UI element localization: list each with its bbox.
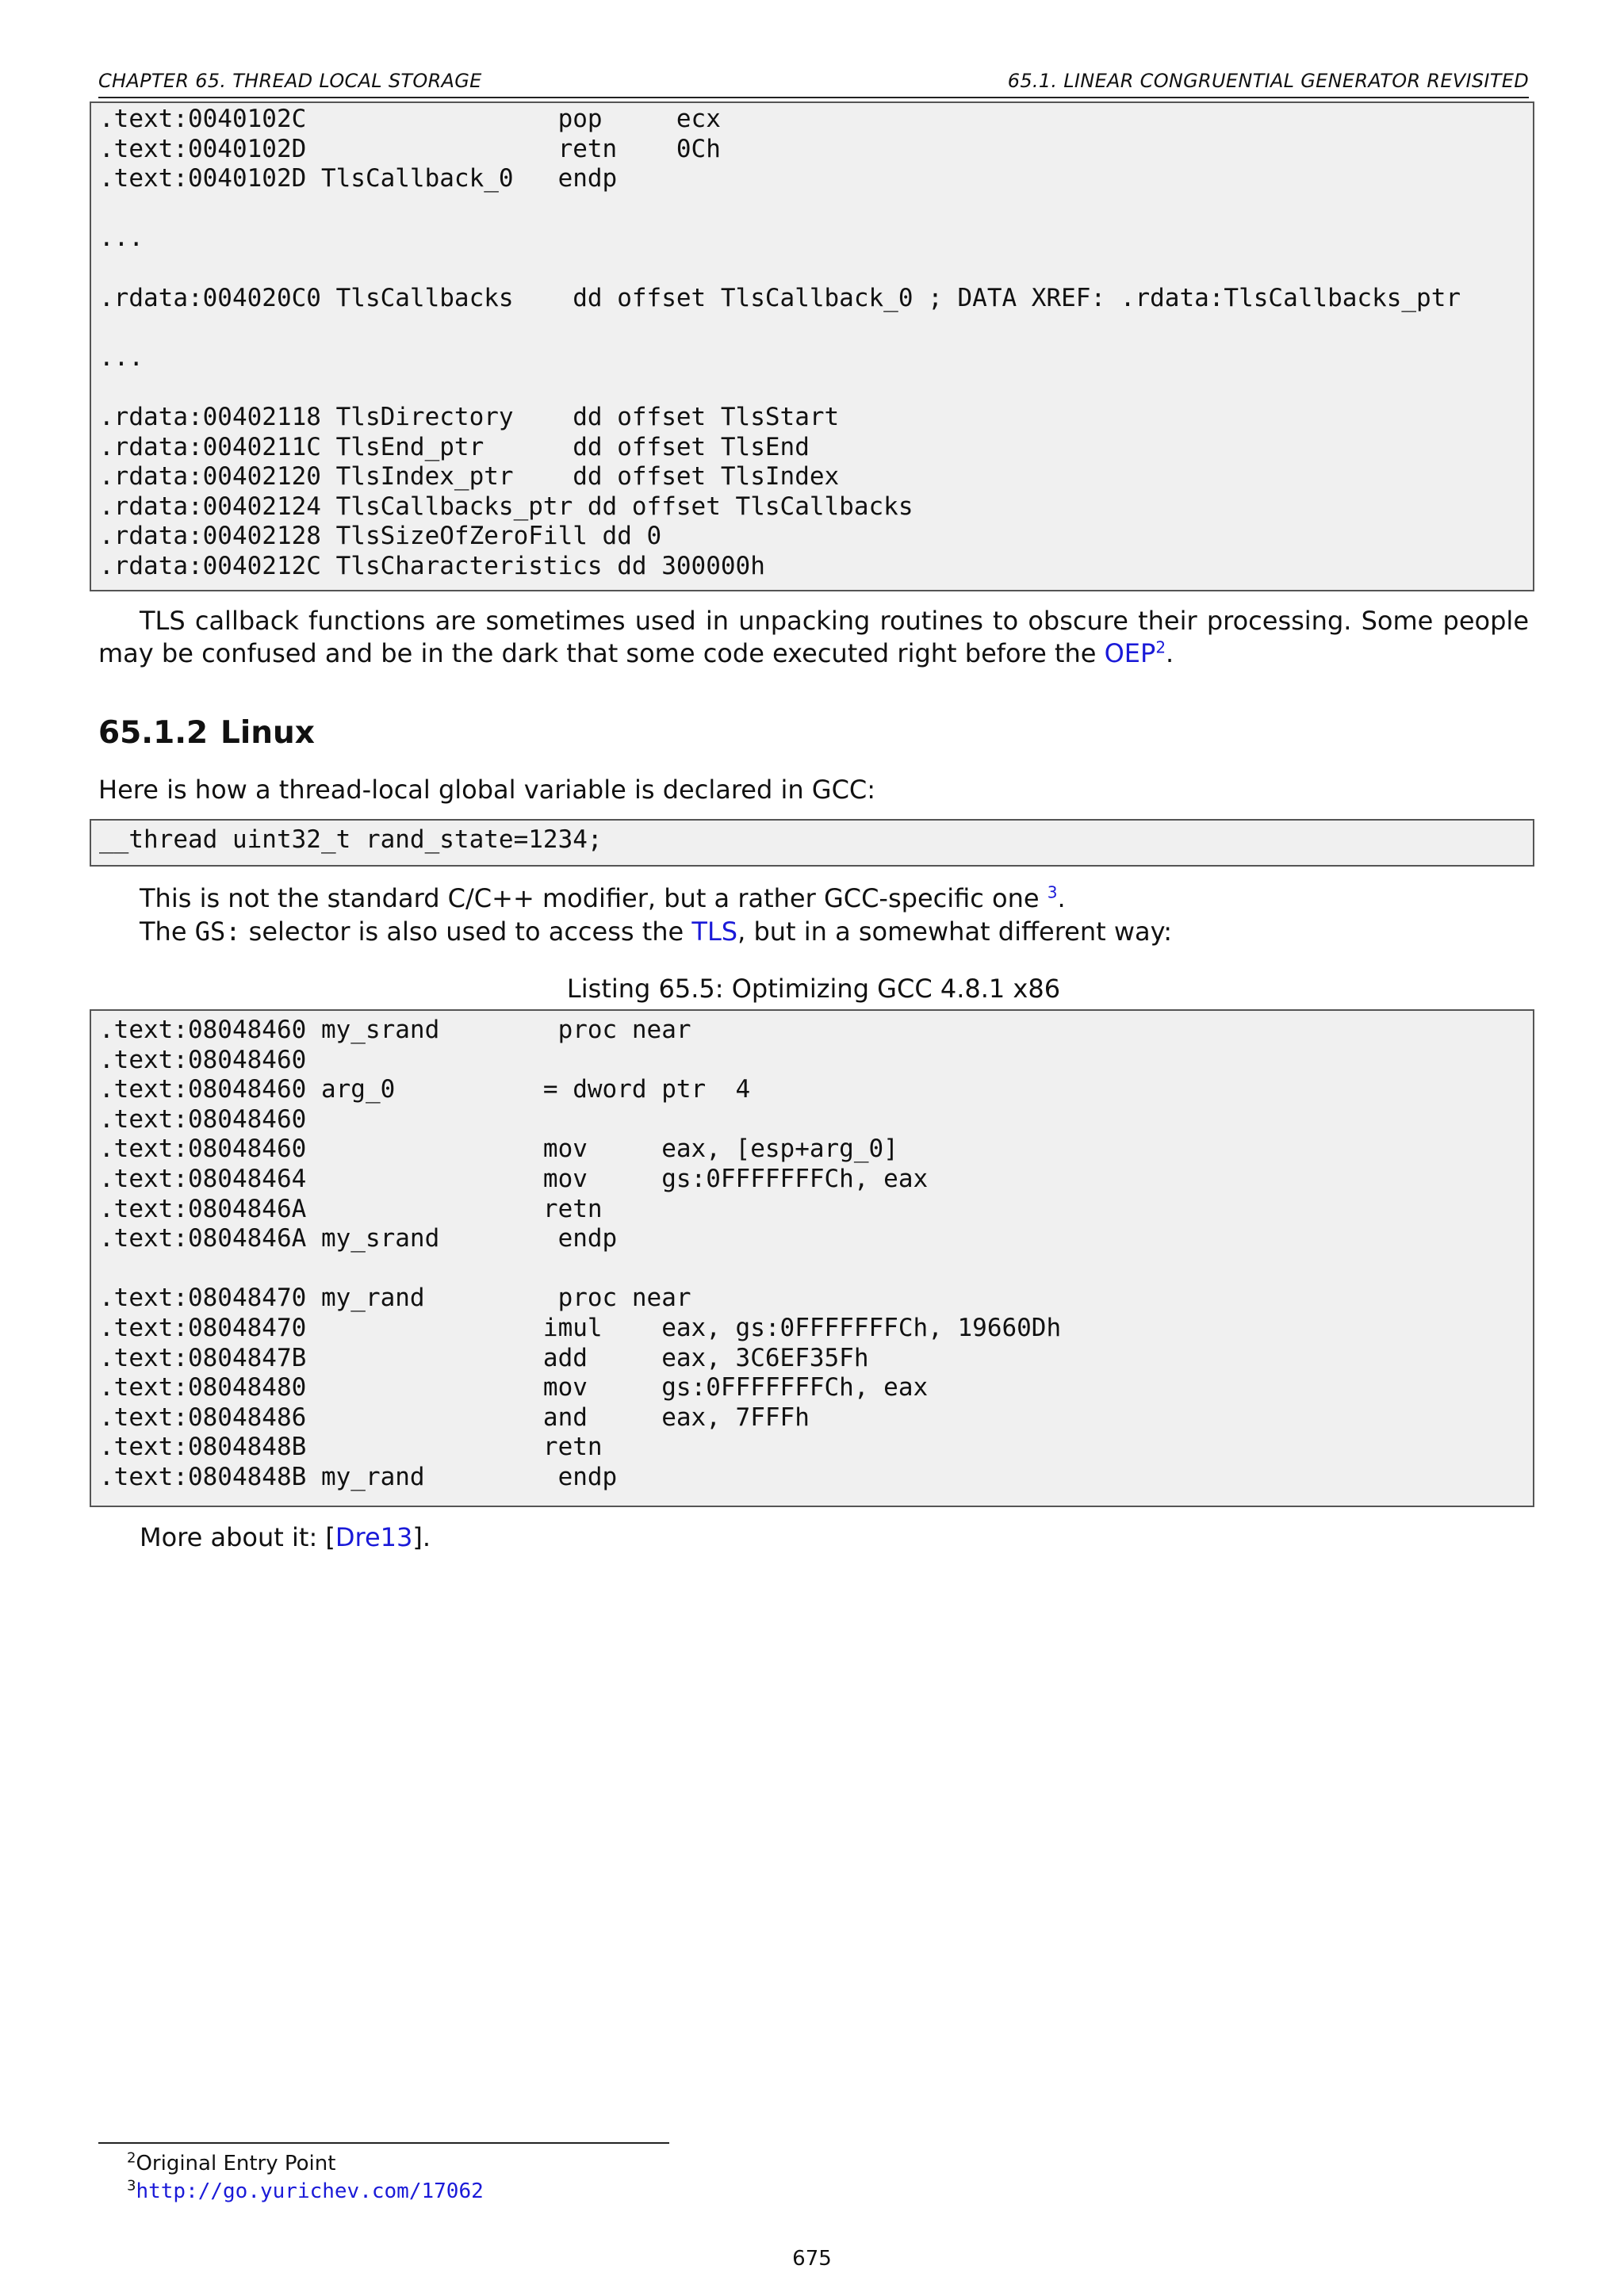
code-line: .text:08048460 <box>99 1045 307 1074</box>
paragraph-text: TLS callback functions are sometimes used in unpacking routines to obscure their processing. Some people may be confused and be in the dark that some code executed right before the <box>98 606 1529 668</box>
footnote-mark: 3 <box>127 2177 136 2195</box>
page-number: 675 <box>792 2247 832 2271</box>
code-listing-gcc-x86 <box>90 1009 1534 1507</box>
paragraph-text: ]. <box>412 1522 431 1552</box>
code-line <box>99 1254 1525 1284</box>
footnote-mark: 2 <box>127 2149 136 2167</box>
code-line: .rdata:00402128 TlsSizeOfZeroFill dd 0 <box>99 522 662 551</box>
footnote-2 <box>127 2151 335 2176</box>
section-number: 65.1.2 <box>98 715 209 751</box>
header-section: 65.1. LINEAR CONGRUENTIAL GENERATOR REVISITED <box>1007 70 1529 92</box>
paragraph-end: . <box>1166 638 1174 668</box>
code-line: .text:08048470 imul eax, gs:0FFFFFFFCh, 19660Dh <box>99 1313 1062 1342</box>
code-line: .text:08048460 my_srand proc near <box>99 1016 691 1044</box>
paragraph-text: This is not the standard C/C++ modifier, but a rather GCC-specific one <box>140 883 1048 913</box>
section-heading <box>98 715 315 751</box>
paragraph-gcc-intro: Here is how a thread-local global variable is declared in GCC: <box>98 775 876 805</box>
code-listing-tls-callbacks <box>90 101 1534 591</box>
code-line: ... <box>99 342 144 372</box>
paragraph-gs-selector <box>98 916 1529 948</box>
code-line: .text:0804846A retn <box>99 1194 603 1223</box>
code-line: .rdata:00402124 TlsCallbacks_ptr dd offset TlsCallbacks <box>99 492 914 521</box>
paragraph-text: The <box>140 916 195 947</box>
code-line: .text:0804848B my_rand endp <box>99 1462 618 1491</box>
paragraph-end: . <box>1057 883 1066 913</box>
code-line <box>99 313 1525 343</box>
code-line: .text:08048480 mov gs:0FFFFFFFCh, eax <box>99 1373 929 1402</box>
paragraph-text: , but in a somewhat different way: <box>737 916 1173 947</box>
paragraph-gcc-specific <box>98 882 1529 915</box>
code-line: .text:08048470 my_rand proc near <box>99 1284 691 1313</box>
footnote-3 <box>127 2179 484 2204</box>
citation-link-dre13[interactable]: Dre13 <box>335 1522 413 1552</box>
section-title: Linux <box>220 715 315 751</box>
code-line: .text:0040102C pop ecx <box>99 105 721 133</box>
code-line: .text:0804846A my_srand endp <box>99 1224 618 1253</box>
code-line: .rdata:004020C0 TlsCallbacks dd offset TlsCallback_0 ; DATA XREF: .rdata:TlsCallbacks_ptr <box>99 283 1461 312</box>
paragraph-text: More about it: [ <box>140 1522 335 1552</box>
code-line: .text:08048460 <box>99 1104 307 1134</box>
code-line: .rdata:00402120 TlsIndex_ptr dd offset TlsIndex <box>99 462 840 492</box>
gs-selector-code: GS: <box>194 916 241 947</box>
code-line: .text:0804847B add eax, 3C6EF35Fh <box>99 1343 869 1372</box>
code-line: .text:08048464 mov gs:0FFFFFFFCh, eax <box>99 1164 929 1193</box>
code-line <box>99 373 1525 403</box>
code-line: .text:0804848B retn <box>99 1433 603 1462</box>
footnote-text: Original Entry Point <box>136 2152 336 2175</box>
code-line: ... <box>99 224 144 253</box>
code-line: .text:08048460 arg_0 = dword ptr 4 <box>99 1075 751 1104</box>
footnote-ref-3[interactable]: 3 <box>1047 882 1058 902</box>
footnote-rule <box>98 2142 669 2144</box>
code-line: .rdata:0040211C TlsEnd_ptr dd offset TlsEnd <box>99 432 810 461</box>
code-line: .text:0040102D TlsCallback_0 endp <box>99 164 618 193</box>
glossary-link-oep[interactable]: OEP <box>1104 638 1156 668</box>
listing-caption: Listing 65.5: Optimizing GCC 4.8.1 x86 <box>566 974 1061 1004</box>
footnote-url-link[interactable]: http://go.yurichev.com/17062 <box>136 2179 484 2203</box>
code-line: .text:08048460 mov eax, [esp+arg_0] <box>99 1135 898 1164</box>
code-line: .text:0040102D retn 0Ch <box>99 134 721 163</box>
paragraph-tls-callbacks <box>98 605 1529 670</box>
code-line <box>99 194 1525 224</box>
paragraph-more-about <box>98 1521 1529 1554</box>
code-listing-thread-var <box>90 819 1534 867</box>
code-line: .rdata:00402118 TlsDirectory dd offset TlsStart <box>99 402 840 431</box>
running-header <box>98 68 1529 98</box>
code-line: __thread uint32_t rand_state=1234; <box>99 825 603 854</box>
code-line: .text:08048486 and eax, 7FFFh <box>99 1402 810 1432</box>
header-chapter: CHAPTER 65. THREAD LOCAL STORAGE <box>98 70 482 92</box>
glossary-link-tls[interactable]: TLS <box>691 916 738 947</box>
code-line <box>99 254 1525 284</box>
code-line: .rdata:0040212C TlsCharacteristics dd 300000h <box>99 551 765 580</box>
paragraph-text: selector is also used to access the <box>240 916 692 947</box>
footnote-ref-2[interactable]: 2 <box>1155 637 1166 657</box>
